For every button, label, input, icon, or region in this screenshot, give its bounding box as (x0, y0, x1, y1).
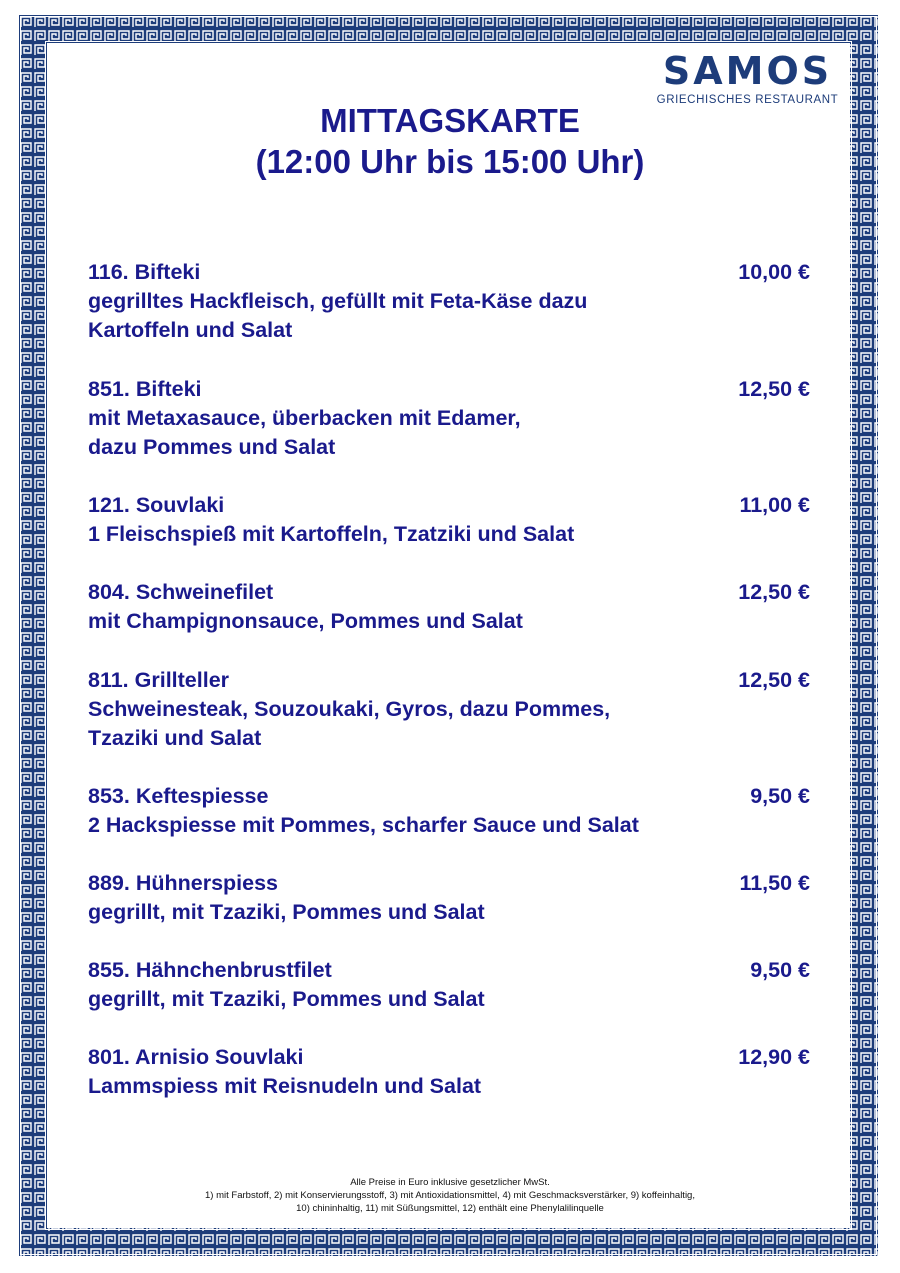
footer-vat-note: Alle Preise in Euro inklusive gesetzlicher MwSt. (350, 1177, 550, 1188)
menu-item (88, 956, 810, 1014)
menu-item (88, 258, 810, 345)
menu-item-price: 9,50 € (750, 958, 810, 982)
menu-item-name: 121. Souvlaki (88, 493, 225, 517)
menu-item (88, 578, 810, 636)
menu-item (88, 491, 810, 549)
menu-item-name: 853. Keftespiesse (88, 784, 269, 808)
footer-additives-note-cont: 10) chininhaltig, 11) mit Süßungsmittel, 12) enthält eine Phenylalilinquelle (296, 1203, 604, 1214)
menu-item-price: 12,50 € (738, 377, 810, 401)
menu-item-name: 804. Schweinefilet (88, 580, 274, 604)
menu-item (88, 869, 810, 927)
menu-item-price: 12,50 € (738, 580, 810, 604)
menu-item-price: 12,50 € (738, 668, 810, 692)
menu-item-price: 10,00 € (738, 260, 810, 284)
menu-item-description: gegrilltes Hackfleisch, gefüllt mit Feta-Käse dazu Kartoffeln und Salat (88, 289, 588, 342)
footer-notes (0, 1176, 900, 1215)
logo-subtitle: GRIECHISCHES RESTAURANT (656, 94, 839, 106)
menu-item (88, 375, 810, 462)
menu-item-name: 811. Grillteller (88, 668, 230, 692)
menu-item-description: mit Metaxasauce, überbacken mit Edamer, dazu Pommes und Salat (88, 406, 521, 459)
menu-item-name: 116. Bifteki (88, 260, 201, 284)
page-subtitle-hours: (12:00 Uhr bis 15:00 Uhr) (255, 143, 645, 180)
menu-item-description: gegrillt, mit Tzaziki, Pommes und Salat (88, 900, 485, 924)
menu-item-description: mit Champignonsauce, Pommes und Salat (88, 609, 523, 633)
logo-title: SAMOS (662, 49, 833, 93)
menu-item-description: 2 Hackspiesse mit Pommes, scharfer Sauce und Salat (88, 813, 639, 837)
menu-item-name: 889. Hühnerspiess (88, 871, 279, 895)
menu-item-description: Lammspiess mit Reisnudeln und Salat (88, 1074, 482, 1098)
page-title: MITTAGSKARTE (320, 102, 580, 139)
menu-item-name: 801. Arnisio Souvlaki (88, 1045, 304, 1069)
menu-item-price: 11,50 € (739, 871, 810, 895)
menu-item-price: 11,00 € (739, 493, 810, 517)
footer-additives-note: 1) mit Farbstoff, 2) mit Konservierungsstoff, 3) mit Antioxidationsmittel, 4) mit Geschmacksverstärker, 9) koffeinhaltig, (205, 1190, 695, 1201)
menu-item (88, 1043, 810, 1101)
menu-item (88, 666, 810, 753)
menu-item-name: 855. Hähnchenbrustfilet (88, 958, 332, 982)
menu-item-price: 12,90 € (738, 1045, 810, 1069)
menu-item-description: gegrillt, mit Tzaziki, Pommes und Salat (88, 987, 485, 1011)
menu-item-description: Schweinesteak, Souzoukaki, Gyros, dazu Pommes, Tzaziki und Salat (88, 697, 611, 750)
menu-item-description: 1 Fleischspieß mit Kartoffeln, Tzatziki und Salat (88, 522, 575, 546)
menu-item-price: 9,50 € (750, 784, 810, 808)
menu-item-name: 851. Bifteki (88, 377, 202, 401)
menu-item (88, 782, 810, 840)
restaurant-logo (645, 50, 850, 106)
